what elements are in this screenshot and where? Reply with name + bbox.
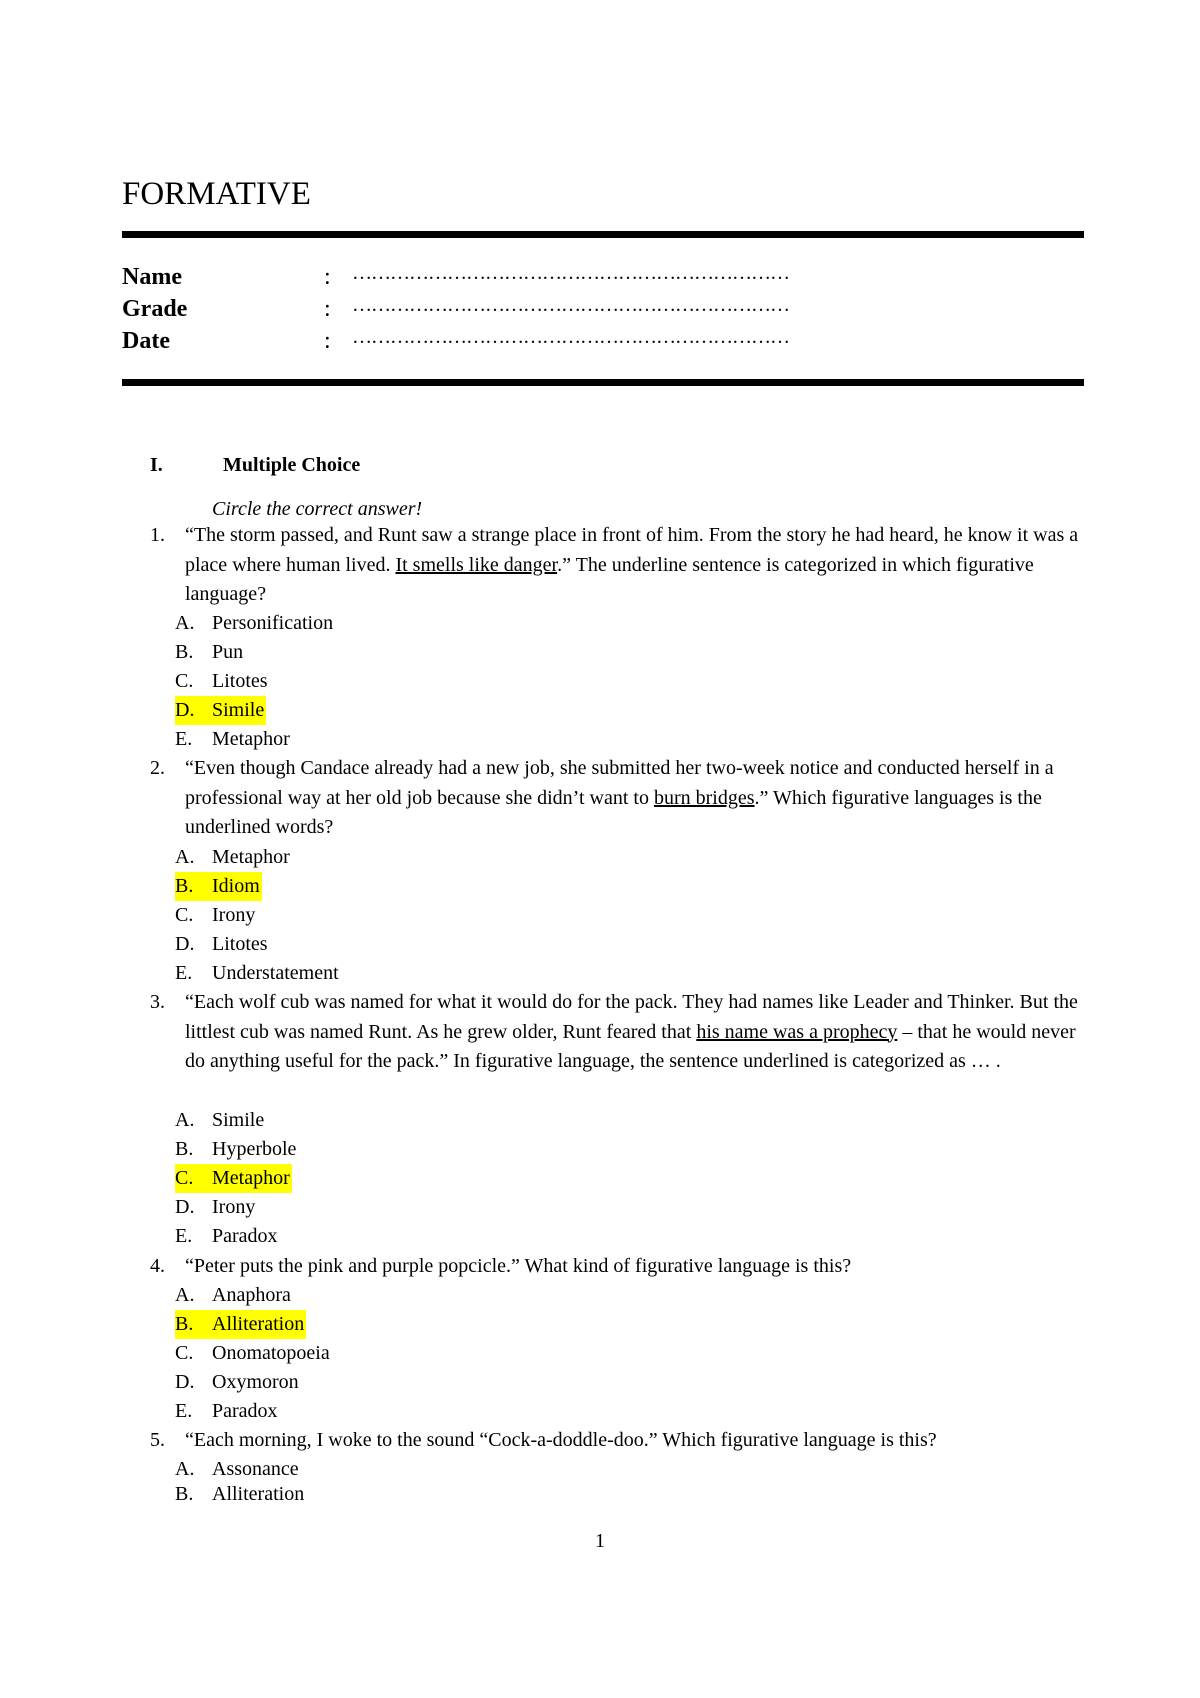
option-letter: E. (175, 1225, 193, 1247)
option-text: Metaphor (212, 728, 290, 750)
grade-line[interactable]: …………………………………………………………… (352, 294, 789, 316)
section-number: I. (150, 454, 163, 476)
option-3a[interactable] (175, 1106, 264, 1135)
date-line[interactable]: …………………………………………………………… (352, 326, 789, 348)
option-3d[interactable] (175, 1193, 255, 1222)
option-1d[interactable] (175, 696, 266, 725)
option-text: Litotes (212, 670, 268, 692)
option-text: Oxymoron (212, 1371, 299, 1393)
question-text (185, 521, 1100, 610)
answer-highlight (175, 1310, 306, 1339)
question-text-pre: “The storm passed, and Runt saw a strange place in front of him. From the story he had heard, he know it was a place where human lived. (185, 524, 1079, 576)
date-label: Date (122, 328, 170, 354)
question-underline: his name was a prophecy (696, 1020, 898, 1043)
page-title: FORMATIVE (122, 176, 311, 212)
option-letter: B. (175, 1313, 194, 1335)
option-text: Metaphor (212, 846, 290, 868)
option-letter: C. (175, 1167, 194, 1189)
option-3c[interactable] (175, 1164, 292, 1193)
question-text-post: – that he would never do anything useful for the pack.” In figurative language, the sentence underlined is categorized as … . (185, 1020, 1076, 1072)
question-underline: It smells like danger (395, 553, 558, 576)
option-3b[interactable] (175, 1135, 296, 1164)
name-label: Name (122, 264, 182, 290)
option-letter: D. (175, 1196, 195, 1218)
answer-highlight (175, 872, 262, 901)
answer-highlight (175, 696, 266, 725)
option-3e[interactable] (175, 1222, 278, 1251)
option-1b[interactable] (175, 638, 243, 667)
question-text (185, 1426, 1100, 1456)
question-number: 2. (150, 757, 165, 779)
option-text: Personification (212, 612, 334, 634)
option-letter: E. (175, 1400, 193, 1422)
question-2 (150, 754, 1100, 843)
option-text: Paradox (212, 1400, 278, 1422)
option-letter: A. (175, 1284, 195, 1306)
option-4d[interactable] (175, 1368, 299, 1397)
option-letter: E. (175, 728, 193, 750)
option-text: Irony (212, 1196, 256, 1218)
option-4a[interactable] (175, 1281, 291, 1310)
option-letter: A. (175, 612, 195, 634)
section-title: Multiple Choice (223, 454, 361, 476)
option-2e[interactable] (175, 959, 339, 988)
option-letter: A. (175, 1458, 195, 1480)
question-text-pre: “Peter puts the pink and purple popcicle.” What kind of figurative language is this? (185, 1255, 852, 1277)
option-text: Pun (212, 641, 244, 663)
question-text (185, 1252, 1100, 1282)
option-letter: B. (175, 1138, 194, 1160)
option-text: Alliteration (212, 1313, 305, 1335)
grade-colon: : (324, 296, 331, 322)
option-letter: C. (175, 670, 194, 692)
option-letter: C. (175, 904, 194, 926)
option-4b[interactable] (175, 1310, 306, 1339)
question-1 (150, 521, 1100, 610)
option-text: Paradox (212, 1225, 278, 1247)
grade-label: Grade (122, 296, 188, 322)
option-text: Litotes (212, 933, 268, 955)
question-4 (150, 1252, 1100, 1282)
option-letter: D. (175, 699, 195, 721)
top-rule (122, 231, 1084, 238)
bottom-rule (122, 379, 1084, 386)
option-4c[interactable] (175, 1339, 330, 1368)
name-line[interactable]: …………………………………………………………… (352, 262, 789, 284)
answer-highlight (175, 1164, 292, 1193)
question-text-post: .” The underline sentence is categorized in which figurative language? (185, 553, 1034, 605)
option-letter: D. (175, 1371, 195, 1393)
option-text: Onomatopoeia (212, 1342, 330, 1364)
date-colon: : (324, 328, 331, 354)
option-text: Simile (212, 1109, 265, 1131)
option-2d[interactable] (175, 930, 268, 959)
option-2a[interactable] (175, 843, 290, 872)
question-underline: burn bridges (653, 786, 755, 809)
page-number: 1 (595, 1530, 605, 1552)
option-letter: B. (175, 875, 194, 897)
option-1c[interactable] (175, 667, 268, 696)
question-text-pre: “Even though Candace already had a new job, she submitted her two-week notice and conducted herself in a professional way at her old job because she didn’t want to (185, 757, 1054, 809)
option-letter: E. (175, 962, 193, 984)
option-text: Alliteration (212, 1483, 305, 1505)
option-letter: A. (175, 846, 195, 868)
option-letter: B. (175, 641, 194, 663)
name-colon: : (324, 264, 331, 290)
option-text: Understatement (212, 962, 339, 984)
option-letter: A. (175, 1109, 195, 1131)
option-text: Hyperbole (212, 1138, 297, 1160)
question-number: 4. (150, 1255, 165, 1277)
option-4e[interactable] (175, 1397, 278, 1426)
question-number: 3. (150, 991, 165, 1013)
option-letter: C. (175, 1342, 194, 1364)
option-text: Anaphora (212, 1284, 291, 1306)
option-text: Irony (212, 904, 256, 926)
option-5b[interactable] (175, 1480, 304, 1509)
option-letter: B. (175, 1483, 194, 1505)
option-2c[interactable] (175, 901, 255, 930)
option-text: Metaphor (212, 1167, 290, 1189)
instruction: Circle the correct answer! (212, 498, 423, 520)
option-2b[interactable] (175, 872, 262, 901)
question-text (185, 988, 1100, 1077)
question-text-post: .” Which figurative languages is the underlined words? (185, 786, 1042, 838)
option-letter: D. (175, 933, 195, 955)
question-number: 5. (150, 1429, 165, 1451)
question-5 (150, 1426, 1100, 1456)
option-text: Assonance (212, 1458, 299, 1480)
question-number: 1. (150, 524, 165, 546)
question-3 (150, 988, 1100, 1077)
option-1e[interactable] (175, 725, 290, 754)
question-text-pre: “Each wolf cub was named for what it would do for the pack. They had names like Leader and Thinker. But the littlest cub was named Runt. As he grew older, Runt feared that (185, 991, 1078, 1043)
option-text: Idiom (212, 875, 260, 897)
option-1a[interactable] (175, 609, 333, 638)
question-text (185, 754, 1100, 843)
question-text-pre: “Each morning, I woke to the sound “Cock-a-doddle-doo.” Which figurative language is this? (185, 1429, 937, 1451)
option-text: Simile (212, 699, 265, 721)
